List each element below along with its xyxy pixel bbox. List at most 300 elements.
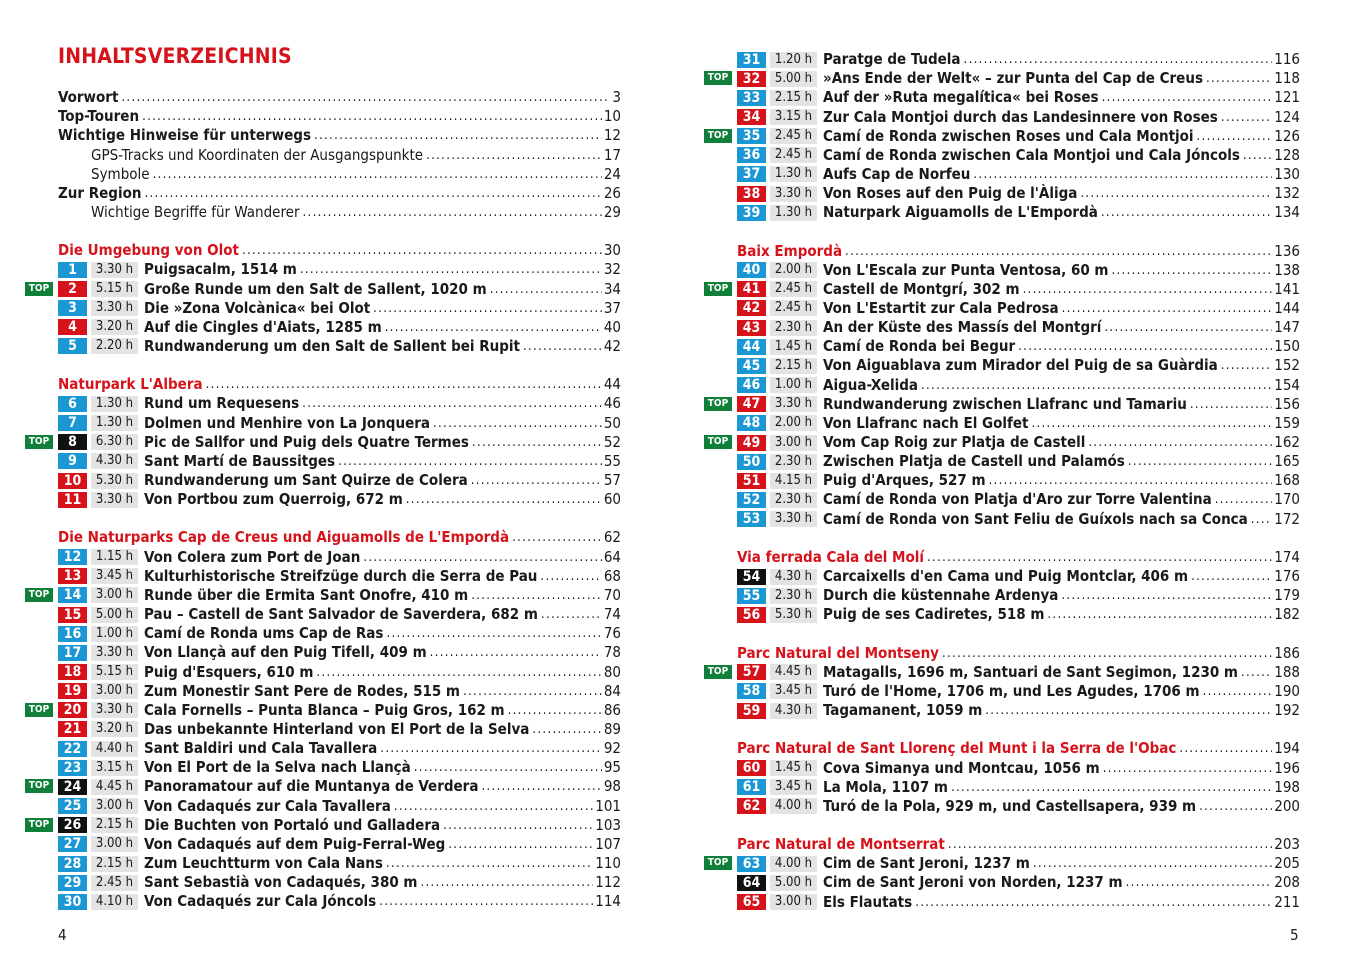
toc-tour-row bbox=[58, 720, 621, 739]
tour-duration: 1.00 h bbox=[91, 626, 138, 642]
dot-leader bbox=[1104, 318, 1272, 337]
entry-title: Cim de Sant Jeroni, 1237 m bbox=[823, 854, 1030, 873]
top-badge: TOP bbox=[25, 435, 53, 449]
dot-leader bbox=[144, 184, 601, 203]
top-badge: TOP bbox=[25, 282, 53, 296]
tour-duration: 3.30 h bbox=[770, 186, 817, 202]
page-reference: 30 bbox=[603, 241, 621, 260]
page-reference: 194 bbox=[1274, 739, 1300, 758]
dot-leader bbox=[1018, 337, 1272, 356]
toc-tour-row bbox=[58, 337, 621, 356]
tour-number-badge: 24 bbox=[58, 779, 87, 795]
toc-tour-row bbox=[737, 586, 1300, 605]
tour-duration: 2.15 h bbox=[770, 358, 817, 374]
dot-leader bbox=[508, 701, 602, 720]
page-reference: 159 bbox=[1274, 413, 1300, 432]
tour-duration: 3.00 h bbox=[91, 836, 138, 852]
entry-title: Cova Simanya und Montcau, 1056 m bbox=[823, 758, 1100, 777]
toc-tour-row bbox=[58, 797, 621, 816]
toc-section-row bbox=[737, 242, 1300, 261]
page-reference: 3 bbox=[612, 88, 621, 106]
page-reference: 165 bbox=[1274, 452, 1300, 471]
entry-title: Sant Sebastià von Cadaqués, 380 m bbox=[144, 873, 418, 892]
page-reference: 12 bbox=[603, 126, 621, 145]
top-badge: TOP bbox=[25, 779, 53, 793]
dot-leader bbox=[481, 777, 601, 796]
entry-title: GPS-Tracks und Koordinaten der Ausgangspunkte bbox=[91, 145, 424, 164]
entry-title: Cala Fornells – Punta Blanca – Puig Gros, 162 m bbox=[144, 700, 505, 719]
entry-title: Von L'Escala zur Punta Ventosa, 60 m bbox=[823, 260, 1109, 279]
entry-title: Camí de Ronda zwischen Roses und Cala Montjoi bbox=[823, 126, 1194, 145]
toc-tour-row bbox=[737, 414, 1300, 433]
dot-leader bbox=[426, 146, 602, 165]
dot-leader bbox=[420, 873, 593, 892]
tour-duration: 2.30 h bbox=[770, 454, 817, 470]
toc-heading: INHALTSVERZEICHNIS bbox=[58, 44, 292, 68]
page-reference: 144 bbox=[1274, 298, 1300, 317]
tour-duration: 1.30 h bbox=[91, 415, 138, 431]
dot-leader bbox=[1031, 414, 1272, 433]
toc-tour-row bbox=[737, 299, 1300, 318]
page-reference: 52 bbox=[603, 432, 621, 451]
toc-tour-row bbox=[737, 797, 1300, 816]
page-reference: 57 bbox=[603, 471, 621, 489]
tour-duration: 1.00 h bbox=[770, 377, 817, 393]
toc-tour-row bbox=[28, 777, 621, 796]
entry-title: Kulturhistorische Streifzüge durch die Serra de Pau bbox=[144, 566, 538, 585]
toc-tour-row bbox=[737, 701, 1300, 720]
top-badge: TOP bbox=[25, 588, 53, 602]
dot-leader bbox=[1243, 146, 1272, 165]
dot-leader bbox=[532, 720, 601, 739]
tour-number-badge: 19 bbox=[58, 683, 87, 699]
toc-tour-row bbox=[707, 854, 1300, 873]
entry-title: Dolmen und Menhire von La Jonquera bbox=[144, 413, 430, 432]
entry-title: Puig d'Arques, 527 m bbox=[823, 471, 986, 490]
tour-number-badge: 56 bbox=[737, 607, 766, 623]
tour-number-badge: 27 bbox=[58, 836, 87, 852]
page-reference: 200 bbox=[1274, 796, 1300, 815]
dot-leader bbox=[1112, 261, 1273, 280]
dot-leader bbox=[463, 682, 602, 701]
dot-leader bbox=[472, 433, 602, 452]
section-title: Parc Natural de Sant Llorenç del Munt i la Serra de l'Obac bbox=[737, 739, 1177, 758]
dot-leader bbox=[153, 165, 602, 184]
tour-number-badge: 6 bbox=[58, 396, 87, 412]
entry-title: Von Cadaqués auf dem Puig-Ferral-Weg bbox=[144, 834, 446, 853]
entry-title: Von Roses auf den Puig de l'Àliga bbox=[823, 184, 1078, 203]
tour-duration: 1.20 h bbox=[770, 52, 817, 68]
page-reference: 40 bbox=[603, 317, 621, 336]
toc-tour-row bbox=[737, 471, 1300, 490]
entry-title: Zur Cala Montjoi durch das Landesinnere von Roses bbox=[823, 107, 1218, 126]
page-reference: 136 bbox=[1274, 241, 1300, 260]
page-reference: 29 bbox=[603, 202, 621, 221]
tour-number-badge: 49 bbox=[737, 435, 766, 451]
tour-number-badge: 14 bbox=[58, 587, 87, 603]
toc-tour-row bbox=[737, 203, 1300, 222]
page-reference: 141 bbox=[1274, 279, 1300, 298]
dot-leader bbox=[314, 126, 602, 145]
entry-title: Matagalls, 1696 m, Santuari de Sant Segimon, 1230 m bbox=[823, 662, 1238, 681]
dot-leader bbox=[1080, 184, 1272, 203]
entry-title: Durch die küstennahe Ardenya bbox=[823, 586, 1059, 605]
page-reference: 112 bbox=[595, 873, 621, 892]
entry-title: Wichtige Hinweise für unterwegs bbox=[58, 126, 311, 145]
entry-title: Rundwanderung um Sant Quirze de Colera bbox=[144, 471, 468, 489]
page-reference: 168 bbox=[1274, 471, 1300, 490]
tour-duration: 2.30 h bbox=[770, 320, 817, 336]
tour-number-badge: 61 bbox=[737, 779, 766, 795]
top-badge: TOP bbox=[704, 282, 732, 296]
dot-leader bbox=[1101, 203, 1272, 222]
page-reference: 78 bbox=[603, 643, 621, 662]
page-reference: 208 bbox=[1274, 873, 1300, 892]
toc-tour-row bbox=[737, 759, 1300, 778]
tour-number-badge: 16 bbox=[58, 626, 87, 642]
section-title: Die Naturparks Cap de Creus und Aiguamolls de L'Empordà bbox=[58, 528, 510, 547]
entry-title: Aufs Cap de Norfeu bbox=[823, 164, 971, 183]
tour-duration: 1.45 h bbox=[770, 760, 817, 776]
tour-number-badge: 3 bbox=[58, 300, 87, 316]
toc-row bbox=[58, 146, 621, 165]
tour-number-badge: 34 bbox=[737, 109, 766, 125]
tour-number-badge: 48 bbox=[737, 415, 766, 431]
dot-leader bbox=[989, 471, 1273, 490]
dot-leader bbox=[394, 797, 593, 816]
entry-title: Von L'Estartit zur Cala Pedrosa bbox=[823, 298, 1059, 317]
dot-leader bbox=[973, 165, 1272, 184]
entry-title: Zum Monestir Sant Pere de Rodes, 515 m bbox=[144, 681, 460, 700]
page-reference: 186 bbox=[1274, 643, 1300, 662]
tour-number-badge: 28 bbox=[58, 856, 87, 872]
tour-duration: 2.20 h bbox=[91, 338, 138, 354]
page-reference: 170 bbox=[1274, 490, 1300, 509]
tour-duration: 2.00 h bbox=[770, 262, 817, 278]
entry-title: Vom Cap Roig zur Platja de Castell bbox=[823, 433, 1086, 451]
tour-duration: 2.15 h bbox=[91, 817, 138, 833]
top-badge: TOP bbox=[25, 703, 53, 717]
top-badge: TOP bbox=[704, 71, 732, 85]
dot-leader bbox=[242, 241, 602, 260]
tour-number-badge: 50 bbox=[737, 454, 766, 470]
tour-duration: 4.15 h bbox=[770, 473, 817, 489]
tour-number-badge: 42 bbox=[737, 300, 766, 316]
toc-tour-row bbox=[707, 662, 1300, 682]
dot-leader bbox=[386, 854, 593, 873]
toc-tour-row bbox=[58, 758, 621, 777]
page-reference: 182 bbox=[1274, 605, 1300, 624]
top-badge: TOP bbox=[704, 435, 732, 449]
toc-tour-row bbox=[737, 337, 1300, 356]
tour-duration: 4.00 h bbox=[770, 856, 817, 872]
section-title: Via ferrada Cala del Molí bbox=[737, 547, 925, 566]
entry-title: »Ans Ende der Welt« – zur Punta del Cap de Creus bbox=[823, 69, 1203, 88]
toc-tour-row bbox=[737, 261, 1300, 280]
entry-title: Paratge de Tudela bbox=[823, 50, 961, 68]
top-badge: TOP bbox=[704, 129, 732, 143]
entry-title: Die »Zona Volcànica« bei Olot bbox=[144, 298, 371, 317]
toc-tour-row bbox=[58, 892, 621, 911]
dot-leader bbox=[363, 548, 602, 567]
page-reference: 46 bbox=[603, 394, 621, 413]
entry-title: Tagamanent, 1059 m bbox=[823, 701, 983, 720]
entry-title: Zwischen Platja de Castell und Palamós bbox=[823, 452, 1125, 471]
dot-leader bbox=[1102, 88, 1273, 107]
tour-number-badge: 43 bbox=[737, 320, 766, 336]
toc-tour-row bbox=[58, 318, 621, 337]
entry-title: Naturpark Aiguamolls de L'Empordà bbox=[823, 203, 1098, 222]
page-reference: 95 bbox=[603, 758, 621, 777]
tour-duration: 1.30 h bbox=[770, 166, 817, 182]
tour-number-badge: 57 bbox=[737, 664, 766, 680]
entry-title: Turó de la Pola, 929 m, und Castellsapera, 939 m bbox=[823, 796, 1197, 815]
page-reference: 34 bbox=[603, 279, 621, 298]
page-reference: 89 bbox=[603, 719, 621, 738]
tour-number-badge: 38 bbox=[737, 186, 766, 202]
tour-duration: 6.30 h bbox=[91, 434, 138, 450]
page-reference: 156 bbox=[1274, 394, 1300, 413]
dot-leader bbox=[1206, 69, 1272, 88]
tour-duration: 2.30 h bbox=[770, 588, 817, 604]
dot-leader bbox=[1128, 452, 1272, 471]
dot-leader bbox=[302, 394, 602, 413]
page-reference: 152 bbox=[1274, 356, 1300, 375]
tour-number-badge: 65 bbox=[737, 894, 766, 910]
tour-number-badge: 62 bbox=[737, 798, 766, 814]
tour-number-badge: 46 bbox=[737, 377, 766, 393]
tour-duration: 3.30 h bbox=[91, 645, 138, 661]
tour-duration: 2.15 h bbox=[770, 90, 817, 106]
tour-duration: 3.00 h bbox=[91, 587, 138, 603]
entry-title: Symbole bbox=[91, 164, 150, 183]
dot-leader bbox=[490, 280, 602, 299]
toc-tour-row bbox=[707, 394, 1300, 414]
tour-number-badge: 12 bbox=[58, 549, 87, 565]
entry-title: Von El Port de la Selva nach Llançà bbox=[144, 758, 411, 777]
toc-tour-row bbox=[737, 165, 1300, 184]
entry-title: Das unbekannte Hinterland von El Port de la Selva bbox=[144, 719, 530, 738]
page-reference: 114 bbox=[595, 892, 621, 911]
dot-leader bbox=[951, 778, 1272, 797]
page-reference: 134 bbox=[1274, 203, 1300, 222]
tour-duration: 4.00 h bbox=[770, 798, 817, 814]
tour-duration: 5.30 h bbox=[91, 473, 138, 489]
page-reference: 116 bbox=[1274, 50, 1300, 68]
entry-title: Zur Region bbox=[58, 183, 142, 202]
page-reference: 174 bbox=[1274, 547, 1300, 566]
page-reference: 50 bbox=[603, 413, 621, 432]
dot-leader bbox=[1203, 682, 1273, 701]
entry-title: Camí de Ronda zwischen Cala Montjoi und Cala Jóncols bbox=[823, 145, 1240, 164]
entry-title: Camí de Ronda bei Begur bbox=[823, 337, 1016, 356]
tour-duration: 4.45 h bbox=[91, 779, 138, 795]
page-reference: 110 bbox=[595, 854, 621, 872]
dot-leader bbox=[1221, 356, 1273, 375]
entry-title: La Mola, 1107 m bbox=[823, 777, 948, 796]
tour-duration: 3.15 h bbox=[91, 760, 138, 776]
section-title: Die Umgebung von Olot bbox=[58, 241, 239, 260]
tour-duration: 5.00 h bbox=[770, 71, 817, 87]
tour-number-badge: 25 bbox=[58, 798, 87, 814]
dot-leader bbox=[471, 471, 602, 490]
page-reference: 154 bbox=[1274, 375, 1300, 394]
tour-number-badge: 15 bbox=[58, 607, 87, 623]
dot-leader bbox=[964, 50, 1273, 69]
entry-title: Turó de l'Home, 1706 m, und Les Agudes, 1706 m bbox=[823, 681, 1200, 700]
page-reference: 80 bbox=[603, 662, 621, 681]
toc-tour-row bbox=[737, 893, 1300, 912]
entry-title: Camí de Ronda von Platja d'Aro zur Torre Valentina bbox=[823, 490, 1212, 509]
entry-title: Die Buchten von Portaló und Galladera bbox=[144, 815, 441, 834]
dot-leader bbox=[1023, 280, 1273, 299]
tour-number-badge: 9 bbox=[58, 453, 87, 469]
entry-title: Auf die Cingles d'Aiats, 1285 m bbox=[144, 317, 382, 336]
tour-number-badge: 29 bbox=[58, 875, 87, 891]
page-reference: 103 bbox=[595, 815, 621, 834]
entry-title: Von Llafranc nach El Golfet bbox=[823, 413, 1029, 432]
tour-duration: 3.00 h bbox=[91, 798, 138, 814]
tour-number-badge: 59 bbox=[737, 703, 766, 719]
page-reference: 84 bbox=[603, 681, 621, 700]
entry-title: Wichtige Begriffe für Wanderer bbox=[91, 202, 300, 221]
dot-leader bbox=[1190, 395, 1272, 414]
dot-leader bbox=[1103, 759, 1273, 778]
entry-title: Aigua-Xelida bbox=[823, 375, 918, 394]
top-badge: TOP bbox=[704, 397, 732, 411]
dot-leader bbox=[540, 567, 601, 586]
top-badge: TOP bbox=[704, 856, 732, 870]
dot-leader bbox=[300, 260, 602, 279]
tour-duration: 3.15 h bbox=[770, 109, 817, 125]
entry-title: Carcaixells d'en Cama und Puig Montclar, 406 m bbox=[823, 567, 1189, 585]
left-page-number: 4 bbox=[58, 926, 67, 944]
page-reference: 107 bbox=[595, 834, 621, 853]
section-title: Baix Empordà bbox=[737, 241, 843, 260]
tour-number-badge: 51 bbox=[737, 473, 766, 489]
tour-number-badge: 30 bbox=[58, 894, 87, 910]
tour-number-badge: 20 bbox=[58, 702, 87, 718]
tour-duration: 2.00 h bbox=[770, 415, 817, 431]
tour-number-badge: 35 bbox=[737, 128, 766, 144]
tour-duration: 3.45 h bbox=[91, 568, 138, 584]
page-reference: 64 bbox=[603, 547, 621, 566]
dot-leader bbox=[927, 548, 1272, 567]
page-reference: 68 bbox=[603, 566, 621, 585]
page-reference: 205 bbox=[1274, 854, 1300, 873]
toc-tour-row bbox=[58, 854, 621, 873]
toc-row bbox=[58, 88, 621, 107]
toc-tour-row bbox=[707, 279, 1300, 299]
tour-duration: 2.45 h bbox=[770, 128, 817, 144]
tour-number-badge: 17 bbox=[58, 645, 87, 661]
dot-leader bbox=[1126, 873, 1273, 892]
tour-number-badge: 52 bbox=[737, 492, 766, 508]
page-reference: 60 bbox=[603, 490, 621, 509]
tour-duration: 3.20 h bbox=[91, 721, 138, 737]
entry-title: Von Cadaqués zur Cala Jóncols bbox=[144, 892, 377, 911]
toc-section-row bbox=[737, 548, 1300, 567]
entry-title: Vorwort bbox=[58, 88, 119, 106]
dot-leader bbox=[385, 318, 602, 337]
entry-title: Cim de Sant Jeroni von Norden, 1237 m bbox=[823, 873, 1123, 892]
tour-number-badge: 41 bbox=[737, 281, 766, 297]
tour-number-badge: 2 bbox=[58, 281, 87, 297]
dot-leader bbox=[142, 107, 602, 126]
tour-duration: 3.30 h bbox=[770, 511, 817, 527]
dot-leader bbox=[406, 490, 602, 509]
page-reference: 138 bbox=[1274, 260, 1300, 279]
page-reference: 98 bbox=[603, 777, 621, 796]
tour-number-badge: 5 bbox=[58, 338, 87, 354]
tour-number-badge: 23 bbox=[58, 760, 87, 776]
toc-row bbox=[58, 203, 621, 222]
dot-leader bbox=[430, 643, 602, 662]
toc-tour-row bbox=[28, 815, 621, 835]
toc-tour-row bbox=[58, 605, 621, 624]
toc-tour-row bbox=[58, 548, 621, 567]
toc-row bbox=[58, 107, 621, 126]
page-reference: 24 bbox=[603, 164, 621, 183]
page-reference: 150 bbox=[1274, 337, 1300, 356]
toc-tour-row bbox=[737, 873, 1300, 892]
tour-duration: 4.45 h bbox=[770, 664, 817, 680]
tour-duration: 3.30 h bbox=[91, 702, 138, 718]
toc-section-row bbox=[58, 528, 621, 547]
page-reference: 26 bbox=[603, 183, 621, 202]
tour-number-badge: 8 bbox=[58, 434, 87, 450]
entry-title: Von Aiguablava zum Mirador del Puig de sa Guàrdia bbox=[823, 356, 1218, 375]
page-reference: 92 bbox=[603, 739, 621, 758]
toc-tour-row bbox=[28, 700, 621, 720]
page-reference: 211 bbox=[1274, 892, 1300, 911]
toc-tour-row bbox=[707, 69, 1300, 88]
toc-tour-row bbox=[737, 50, 1300, 69]
page-reference: 44 bbox=[603, 375, 621, 394]
page-reference: 62 bbox=[603, 528, 621, 547]
entry-title: Pau – Castell de Sant Salvador de Saverdera, 682 m bbox=[144, 605, 538, 623]
tour-number-badge: 44 bbox=[737, 339, 766, 355]
tour-number-badge: 11 bbox=[58, 492, 87, 508]
tour-duration: 2.45 h bbox=[770, 281, 817, 297]
entry-title: Von Colera zum Port de Joan bbox=[144, 547, 361, 566]
page-reference: 190 bbox=[1274, 681, 1300, 700]
page-reference: 176 bbox=[1274, 567, 1300, 585]
entry-title: Sant Baldiri und Cala Tavallera bbox=[144, 739, 378, 758]
tour-number-badge: 60 bbox=[737, 760, 766, 776]
tour-number-badge: 26 bbox=[58, 817, 87, 833]
dot-leader bbox=[1062, 299, 1273, 318]
dot-leader bbox=[448, 835, 593, 854]
page-reference: 126 bbox=[1274, 126, 1300, 145]
toc-tour-row bbox=[737, 146, 1300, 165]
entry-title: Rundwanderung zwischen Llafranc und Tamariu bbox=[823, 394, 1187, 413]
tour-number-badge: 36 bbox=[737, 147, 766, 163]
toc-tour-row bbox=[58, 682, 621, 701]
tour-number-badge: 32 bbox=[737, 71, 766, 87]
section-title: Parc Natural del Montseny bbox=[737, 643, 939, 662]
toc-tour-row bbox=[737, 184, 1300, 203]
page-reference: 128 bbox=[1274, 145, 1300, 164]
dot-leader bbox=[1191, 567, 1272, 586]
page-reference: 86 bbox=[603, 700, 621, 719]
tour-number-badge: 37 bbox=[737, 166, 766, 182]
tour-number-badge: 31 bbox=[737, 52, 766, 68]
tour-duration: 2.15 h bbox=[91, 856, 138, 872]
tour-duration: 3.30 h bbox=[91, 300, 138, 316]
entry-title: Von Portbou zum Querroig, 672 m bbox=[144, 490, 403, 509]
tour-number-badge: 22 bbox=[58, 741, 87, 757]
